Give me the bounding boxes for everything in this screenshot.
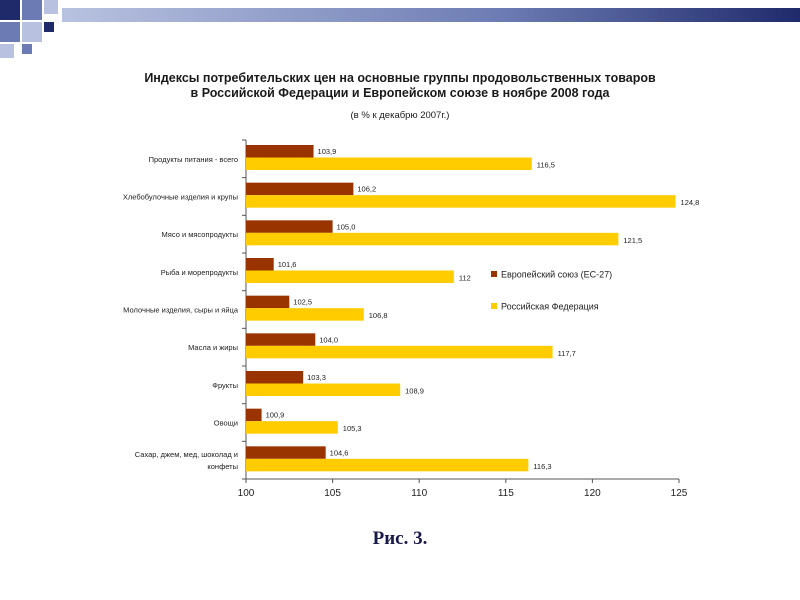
category-label: Мясо и мясопродукты (161, 230, 238, 240)
x-tick-label: 125 (670, 488, 688, 499)
bar-eu (246, 371, 303, 384)
category-label: Овощи (213, 418, 238, 428)
x-tick-label: 110 (411, 488, 428, 499)
category-label: Молочные изделия, сыры и яйца (123, 305, 238, 315)
bar-label-ru: 105,3 (342, 424, 362, 434)
x-tick-label: 115 (497, 488, 514, 499)
bar-label-eu: 102,5 (293, 297, 313, 307)
bar-label-ru: 112 (458, 273, 471, 283)
bar-label-ru: 116,5 (536, 160, 555, 170)
x-tick-label: 100 (237, 488, 255, 499)
chart-title-line-1: Индексы потребительских цен на основные группы продовольственных товаров (144, 71, 656, 85)
category-label: Продукты питания - всего (148, 154, 238, 164)
bar-label-ru: 116,3 (533, 461, 552, 471)
x-tick-label: 120 (584, 488, 601, 499)
category-label: Масла и жиры (188, 343, 238, 353)
bar-eu (246, 258, 274, 271)
chart-title-line-2: в Российской Федерации и Европейском союзе в ноябре 2008 года (190, 86, 610, 100)
bar-ru (246, 195, 676, 208)
legend-swatch-eu (491, 271, 497, 277)
bar-ru (246, 271, 454, 284)
bar-eu (246, 183, 353, 196)
bar-ru (246, 233, 618, 246)
category-label: Рыба и морепродукты (160, 267, 238, 277)
category-label: Фрукты (212, 380, 238, 390)
bar-label-eu: 104,6 (329, 448, 349, 458)
bar-label-eu: 101,6 (277, 260, 297, 269)
bar-ru (246, 421, 338, 434)
bar-label-eu: 104,0 (319, 335, 339, 345)
bar-eu (246, 333, 315, 346)
legend-swatch-ru (491, 303, 497, 309)
bar-label-eu: 103,9 (317, 147, 337, 156)
bar-label-eu: 106,2 (357, 184, 377, 194)
bar-ru (246, 158, 532, 171)
bar-label-ru: 117,7 (557, 348, 576, 358)
legend-label-eu: Европейский союз (ЕС-27) (501, 269, 613, 280)
bar-label-ru: 121,5 (623, 235, 643, 245)
x-tick-label: 105 (324, 488, 341, 499)
bar-ru (246, 384, 400, 397)
bar-label-ru: 108,9 (405, 386, 424, 396)
bar-eu (246, 409, 262, 422)
category-label: Сахар, джем, мед, шоколад и (134, 450, 238, 460)
bar-label-eu: 103,3 (307, 373, 326, 382)
category-label: Хлебобулочные изделия и крупы (122, 192, 238, 202)
bar-ru (246, 346, 553, 359)
bar-label-eu: 105,0 (336, 222, 356, 232)
bar-eu (246, 220, 333, 233)
legend-label-ru: Российская Федерация (501, 301, 599, 312)
bar-ru (246, 459, 528, 472)
bar-label-ru: 124,8 (680, 198, 700, 208)
bar-eu (246, 145, 314, 158)
bar-eu (246, 446, 326, 459)
bar-ru (246, 308, 364, 321)
bar-eu (246, 296, 289, 309)
category-label: конфеты (207, 462, 238, 472)
bar-label-eu: 100,9 (265, 410, 285, 420)
figure-caption: Рис. 3. (372, 528, 428, 549)
chart-subtitle: (в % к декабрю 2007г.) (350, 110, 450, 121)
bar-label-ru: 106,8 (368, 311, 388, 321)
